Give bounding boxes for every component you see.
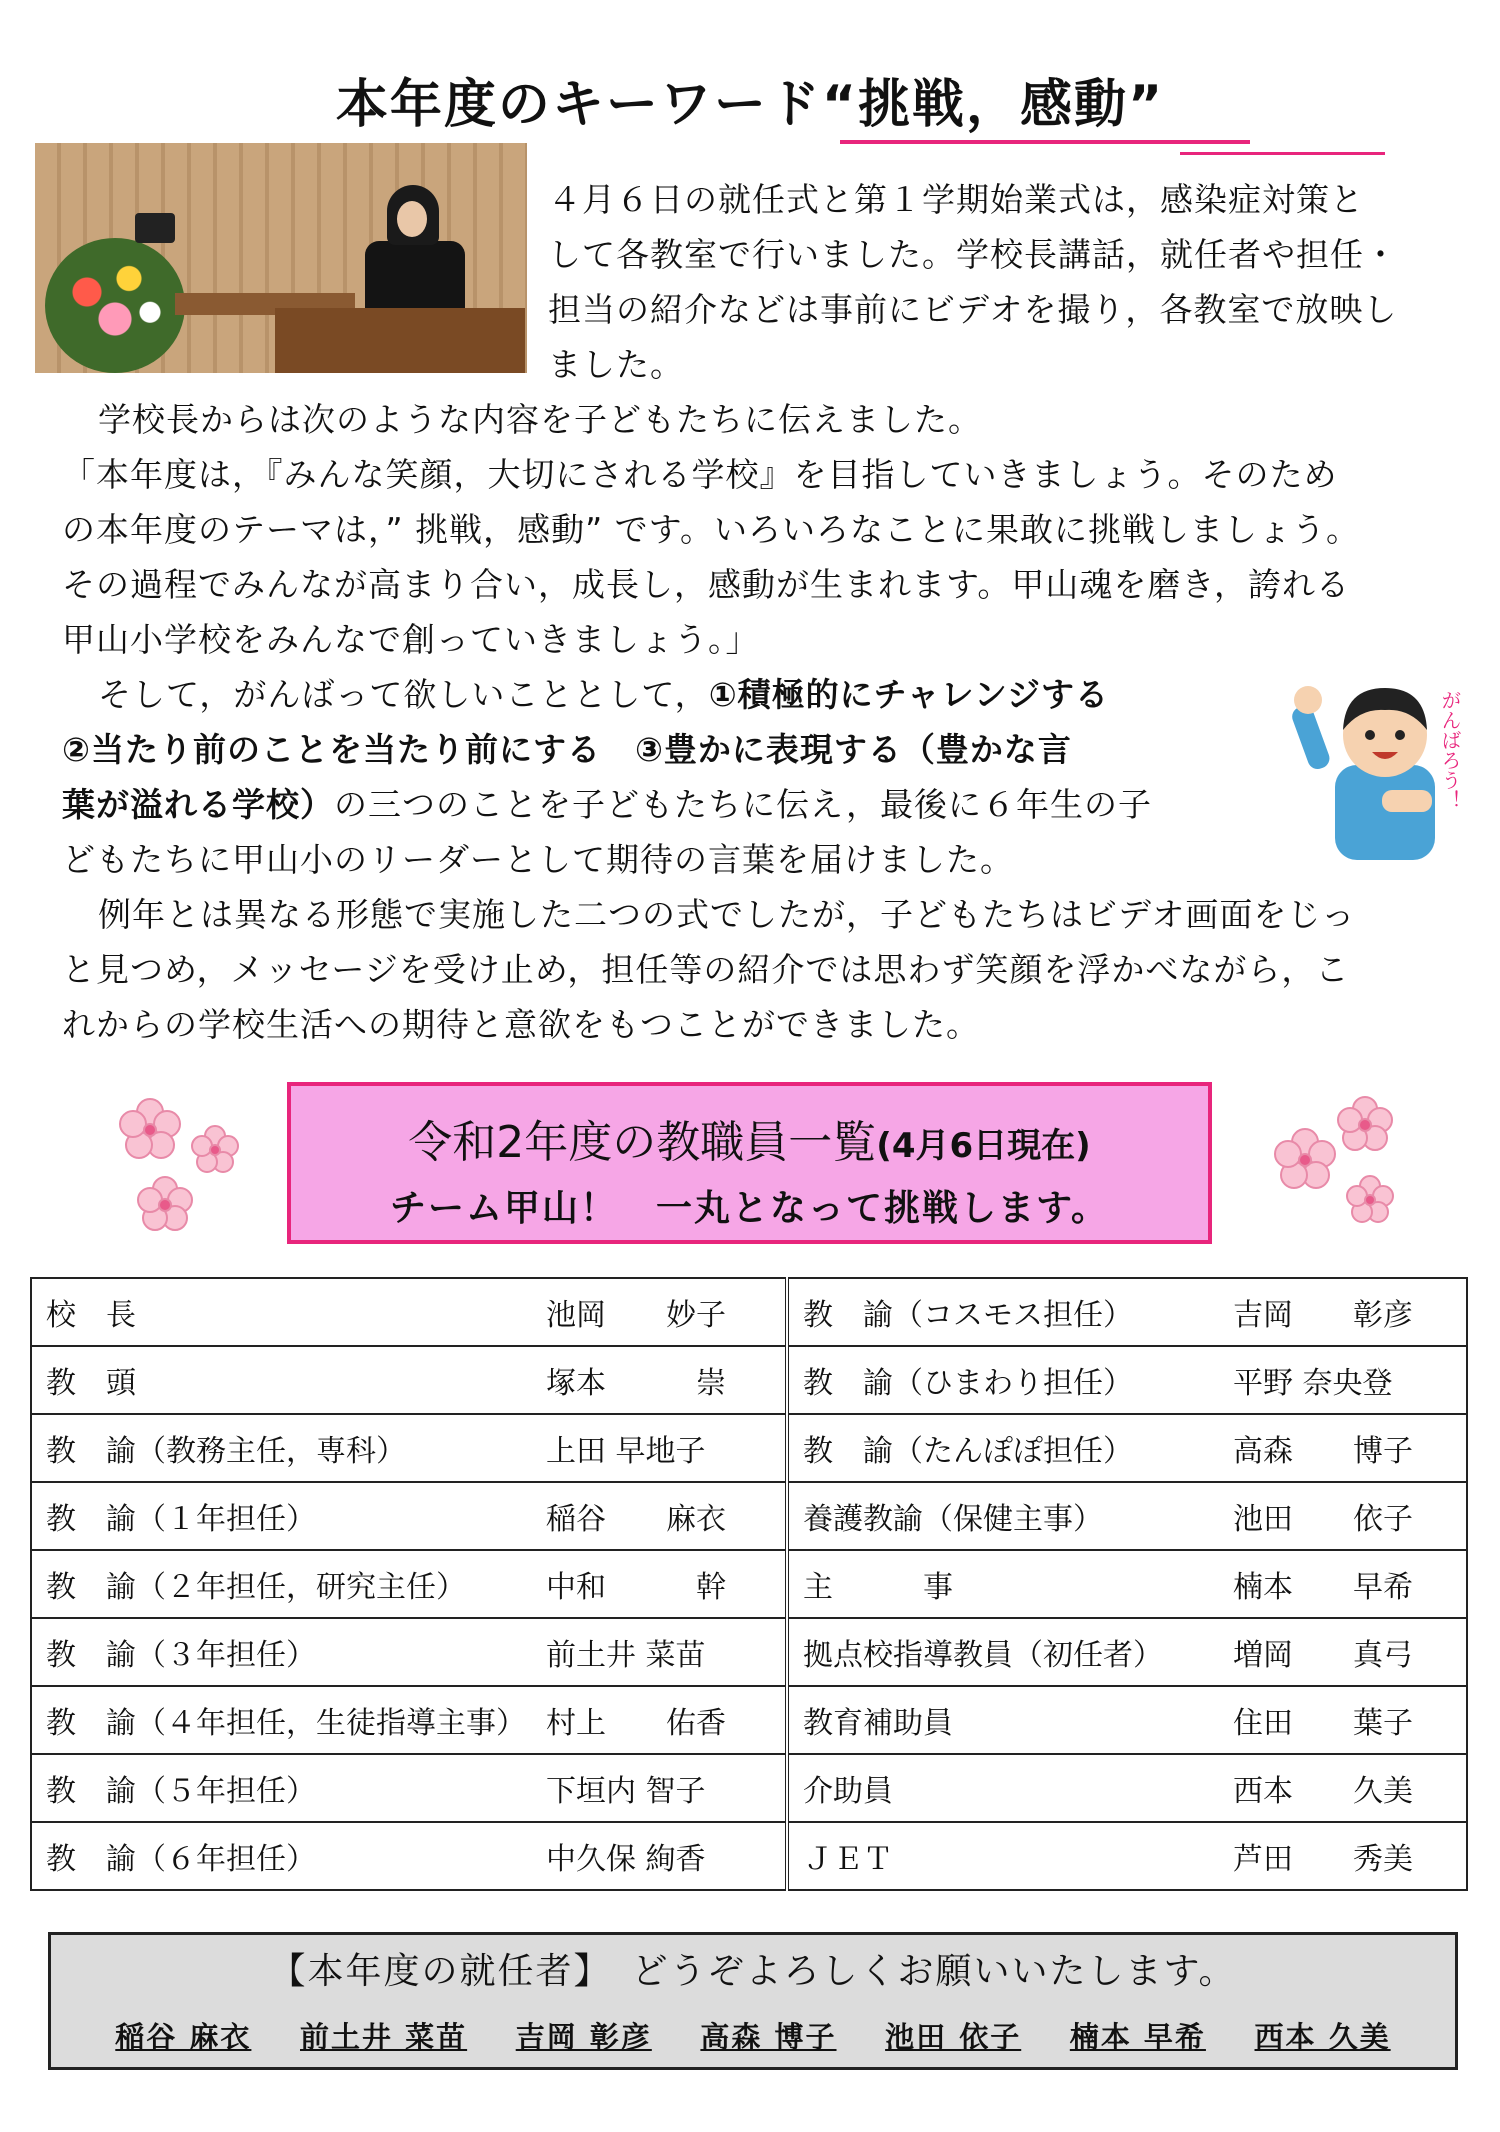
staff-list-banner (287, 1082, 1212, 1244)
body-line-2: 「本年度は，『みんな笑顔，大切にされる学校』を目指していきましょう。そのため (62, 455, 1338, 494)
intro-line-2: して各教室で行いました。学校長講話，就任者や担任・ (548, 235, 1398, 274)
staff-name: 高森 博子 (1232, 1434, 1413, 1469)
banner-title-main: 令和2年度の教職員一覧 (408, 1117, 877, 1168)
title-underline-short (1180, 152, 1385, 155)
staff-name: 塚本 崇 (546, 1366, 726, 1401)
goal-3-end: 葉が溢れる学校） (62, 785, 334, 824)
staff-role: 教育補助員 (802, 1706, 953, 1741)
banner-slogan: チーム甲山！ 一丸となって挑戦します。 (389, 1188, 1110, 1229)
closing-line-1: 例年とは異なる形態で実施した二つの式でしたが，子どもたちはビデオ画面をじっ (98, 895, 1356, 934)
staff-role: 教 諭（５年担任） (46, 1774, 316, 1809)
right-cell (787, 1686, 1467, 1754)
staff-role: 教 諭（教務主任，専科） (46, 1434, 406, 1469)
table-row (31, 1618, 1467, 1686)
intro-line-3: 担当の紹介などは事前にビデオを撮り，各教室で放映し (548, 290, 1398, 329)
left-cell (31, 1414, 787, 1482)
mascot-text: がんばろう！ (1438, 690, 1462, 810)
left-cell (31, 1822, 787, 1890)
staff-name: 中和 幹 (546, 1570, 726, 1605)
body-line-1: 学校長からは次のような内容を子どもたちに伝えました。 (98, 400, 982, 439)
goal-1: ①積極的にチャレンジする (708, 675, 1109, 714)
body-line-4: その過程でみんなが高まり合い，成長し，感動が生まれます。甲山魂を磨き，誇れる (62, 565, 1351, 604)
closing-line-2: と見つめ，メッセージを受け止め，担任等の紹介では思わず笑顔を浮かべながら，こ (62, 950, 1350, 989)
new-staff-name: 稲谷 麻衣 (115, 2020, 252, 2054)
staff-role: 教 諭（ひまわり担任） (802, 1366, 1133, 1401)
goals-line-4: どもたちに甲山小のリーダーとして期待の言葉を届けました。 (62, 840, 1014, 879)
left-cell (31, 1278, 787, 1346)
banner-title-date: (4月6日現在) (876, 1126, 1091, 1166)
staff-name: 住田 葉子 (1232, 1706, 1413, 1741)
staff-role: 教 頭 (46, 1366, 136, 1401)
staff-role: 主 事 (802, 1570, 953, 1605)
right-cell (787, 1754, 1467, 1822)
right-cell (787, 1482, 1467, 1550)
goals-rest: の三つのことを子どもたちに伝え，最後に６年生の子 (334, 785, 1152, 824)
new-staff-name: 楠本 早希 (1069, 2020, 1206, 2054)
right-cell (787, 1550, 1467, 1618)
camera-icon (135, 213, 175, 243)
podium (275, 308, 525, 373)
table-row (31, 1754, 1467, 1822)
new-staff-name: 前土井 菜苗 (300, 2020, 468, 2054)
banner-title (291, 1106, 1208, 1170)
title-underline (840, 140, 1250, 144)
staff-name: 池岡 妙子 (546, 1298, 726, 1333)
table-row (31, 1414, 1467, 1482)
staff-name: 下垣内 智子 (546, 1774, 706, 1809)
new-staff-name: 吉岡 彰彦 (515, 2020, 652, 2054)
staff-name: 吉岡 彰彦 (1232, 1298, 1413, 1333)
sakura-left-icon (95, 1080, 265, 1250)
new-staff-heading: 【本年度の就任者】 どうぞよろしくお願いいたします。 (269, 1951, 1237, 1992)
table-row (31, 1822, 1467, 1890)
staff-name: 増岡 真弓 (1232, 1638, 1413, 1673)
right-cell (787, 1414, 1467, 1482)
right-cell (787, 1618, 1467, 1686)
goals-line-3 (62, 777, 1152, 832)
staff-role: 拠点校指導教員（初任者） (802, 1638, 1163, 1673)
staff-name: 村上 佑香 (546, 1706, 726, 1741)
staff-name: 西本 久美 (1232, 1774, 1413, 1809)
left-cell (31, 1346, 787, 1414)
left-cell (31, 1618, 787, 1686)
page-title: 本年度のキーワード“挑戦，感動” (335, 75, 1165, 135)
staff-role: 校 長 (46, 1298, 136, 1333)
new-staff-name: 池田 依子 (885, 2020, 1022, 2054)
left-cell (31, 1482, 787, 1550)
staff-name: 前土井 菜苗 (546, 1638, 706, 1673)
staff-name: 楠本 早希 (1232, 1570, 1413, 1605)
staff-role: 介助員 (802, 1774, 893, 1809)
table-row (31, 1346, 1467, 1414)
staff-role: 教 諭（３年担任） (46, 1638, 316, 1673)
right-cell (787, 1822, 1467, 1890)
staff-name: 芦田 秀美 (1232, 1842, 1413, 1877)
right-cell (787, 1346, 1467, 1414)
ceremony-photo (35, 143, 527, 373)
right-cell (787, 1278, 1467, 1346)
left-cell (31, 1754, 787, 1822)
sakura-right-icon (1255, 1080, 1425, 1250)
staff-role: 養護教諭（保健主事） (802, 1502, 1103, 1537)
body-line-3: の本年度のテーマは，” 挑戦，感動” です。いろいろなことに果敢に挑戦しましょう。 (62, 510, 1361, 549)
intro-line-4: ました。 (548, 345, 684, 384)
table-row (31, 1686, 1467, 1754)
new-staff-names (51, 2015, 1455, 2056)
left-cell (31, 1550, 787, 1618)
closing-line-3: れからの学校生活への期待と意欲をもつことができました。 (62, 1005, 980, 1044)
new-staff-box (48, 1932, 1458, 2070)
table-row (31, 1550, 1467, 1618)
cheering-boy-illustration (1290, 660, 1480, 860)
staff-name: 池田 依子 (1232, 1502, 1413, 1537)
goals-prefix: そして，がんばって欲しいこととして， (98, 675, 709, 714)
goals-line-2: ②当たり前のことを当たり前にする ③豊かに表現する（豊かな言 (62, 730, 1072, 769)
goals-line-1 (98, 667, 1109, 722)
staff-table (30, 1277, 1468, 1891)
staff-role: 教 諭（２年担任，研究主任） (46, 1570, 466, 1605)
staff-name: 平野 奈央登 (1232, 1366, 1393, 1401)
flower-arrangement (45, 238, 185, 373)
staff-name: 上田 早地子 (546, 1434, 706, 1469)
intro-line-1: ４月６日の就任式と第１学期始業式は，感染症対策と (548, 180, 1364, 219)
left-cell (31, 1686, 787, 1754)
staff-role: ＪＥＴ (802, 1842, 893, 1877)
body-line-5: 甲山小学校をみんなで創っていきましょう。」 (62, 620, 760, 659)
table-row (31, 1278, 1467, 1346)
staff-name: 稲谷 麻衣 (546, 1502, 726, 1537)
staff-name: 中久保 絢香 (546, 1842, 706, 1877)
staff-role: 教 諭（６年担任） (46, 1842, 316, 1877)
staff-role: 教 諭（４年担任，生徒指導主事） (46, 1706, 526, 1741)
new-staff-name: 西本 久美 (1254, 2020, 1391, 2054)
staff-role: 教 諭（たんぽぽ担任） (802, 1434, 1133, 1469)
table-row (31, 1482, 1467, 1550)
staff-role: 教 諭（コスモス担任） (802, 1298, 1133, 1333)
staff-role: 教 諭（１年担任） (46, 1502, 316, 1537)
new-staff-name: 高森 博子 (700, 2020, 837, 2054)
